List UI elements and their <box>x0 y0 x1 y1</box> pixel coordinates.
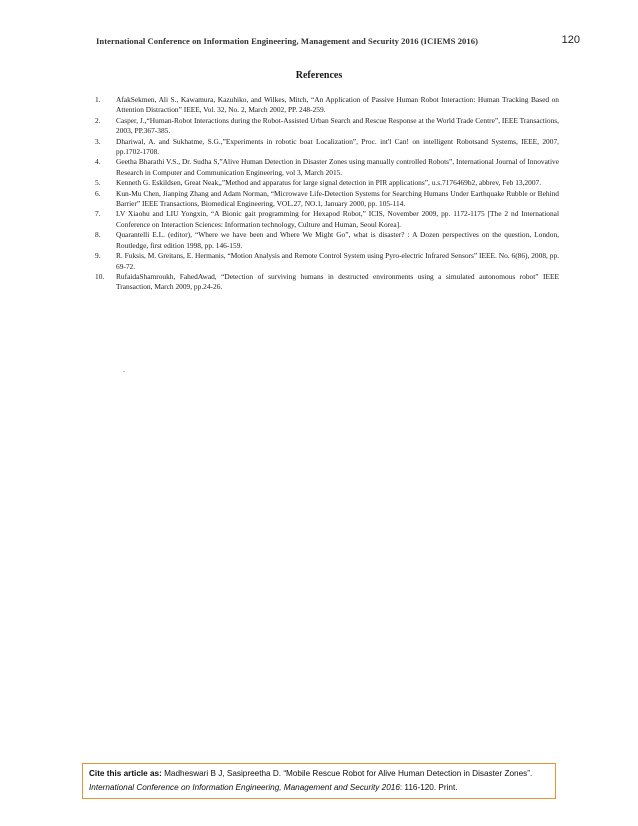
reference-text: Kun-Mu Chen, Jianping Zhang and Adam Norman, “Microwave Life-Detection Systems for Searching Humans Under Earthquake Rubble or Behind Barrier” IEEE Transactions, Biomedical Engineering, VOL.27, NO.1, January 2000, pp. 105-114. <box>116 188 559 209</box>
reference-text: LV Xiaohu and LIU Yongxin, “A Bionic gait programming for Hexapod Robot,” ICIS, November 2009, pp. 1172-1175 [The 2 nd International Conference on Interaction Sciences: Information technology, Culture and Human, Seoul Korea]. <box>116 209 559 229</box>
reference-text: Kenneth G. Eskildsen, Great Neak,,”Method and apparatus for large signal detection in PIR applications”, u.s.7176469b2, abbrev, Feb 13,2007. <box>116 178 542 188</box>
reference-text: R. Fuksis, M. Greitans, E. Hermanis, “Motion Analysis and Remote Control System using Pyro-electric Infrared Sensors” IEEE. No. 6(86), 2008, pp. 69-72. <box>116 251 559 271</box>
reference-number: 9. <box>95 251 101 261</box>
reference-item <box>95 189 559 210</box>
reference-text: Dhariwal, A. and Sukhatme, S.G.,”Experiments in robotic boat Localization”, Proc. int'l Can! on intelligent Robotsand Systems, IEEE, 2007, pp.1702-1708. <box>116 136 559 157</box>
reference-item <box>95 178 559 188</box>
reference-item <box>95 137 559 158</box>
citation-venue: International Conference on Information Engineering, Management and Security 2016 <box>89 782 400 792</box>
reference-number: 7. <box>95 209 101 219</box>
reference-item <box>95 116 559 137</box>
references-list <box>95 95 559 293</box>
reference-text: RufaidaShamroukh, FahedAwad, “Detection of surviving humans in destructed environments using a simulated autonomous robot” IEEE Transaction, March 2009, pp.24-26. <box>116 271 559 292</box>
reference-number: 10. <box>95 271 105 281</box>
reference-number: 5. <box>95 178 101 188</box>
reference-item <box>95 209 559 230</box>
reference-item <box>95 157 559 178</box>
reference-number: 4. <box>95 157 101 167</box>
reference-item <box>95 251 559 272</box>
reference-number: 8. <box>95 230 101 240</box>
reference-text: AfakSekmen, Ali S., Kawamura, Kazuhiko, and Wilkes, Mitch, “An Application of Passive Human Robot Interaction: Human Tracking Based on Attention Distraction” IEEE, Vol. 32, No. 2, March 2002, PP. 248-259. <box>116 95 559 115</box>
stray-mark: . <box>123 365 125 374</box>
reference-item <box>95 95 559 116</box>
reference-item <box>95 230 559 251</box>
reference-text: Geetha Bharathi V.S., Dr. Sudha S,”Alive Human Detection in Disaster Zones using manually controlled Robots”, International Journal of Innovative Research in Computer and Communication Engineering, vol 3, March 2015. <box>116 157 559 177</box>
reference-number: 2. <box>95 115 101 125</box>
running-header <box>60 34 580 50</box>
reference-number: 6. <box>95 188 101 198</box>
references-heading: References <box>295 70 343 81</box>
reference-number: 3. <box>95 136 101 146</box>
reference-number: 1. <box>95 95 101 104</box>
reference-item <box>95 272 559 293</box>
citation-authors: Madheswari B J, Sasipreetha D. “Mobile Rescue Robot for Alive Human Detection in Disaster Zones”. <box>161 769 533 778</box>
citation-label: Cite this article as: <box>89 769 162 778</box>
reference-text: Quarantelli E.L. (editor), “Where we have been and Where We Might Go”, what is disaster? : A Dozen perspectives on the question, London, Routledge, first edition 1998, pp. 146-159. <box>116 230 559 250</box>
conference-title: International Conference on Information Engineering, Management and Security 2016 (ICIEMS 2016) <box>96 36 478 46</box>
citation-pages: : 116-120. Print. <box>399 782 458 792</box>
citation-box <box>82 763 556 799</box>
reference-text: Casper, J.,“Human-Robot Interactions during the Robot-Assisted Urban Search and Rescue Response at the World Trade Centre”, IEEE Transactions, 2003, PP.367-385. <box>116 115 559 136</box>
page-number: 120 <box>561 34 580 46</box>
